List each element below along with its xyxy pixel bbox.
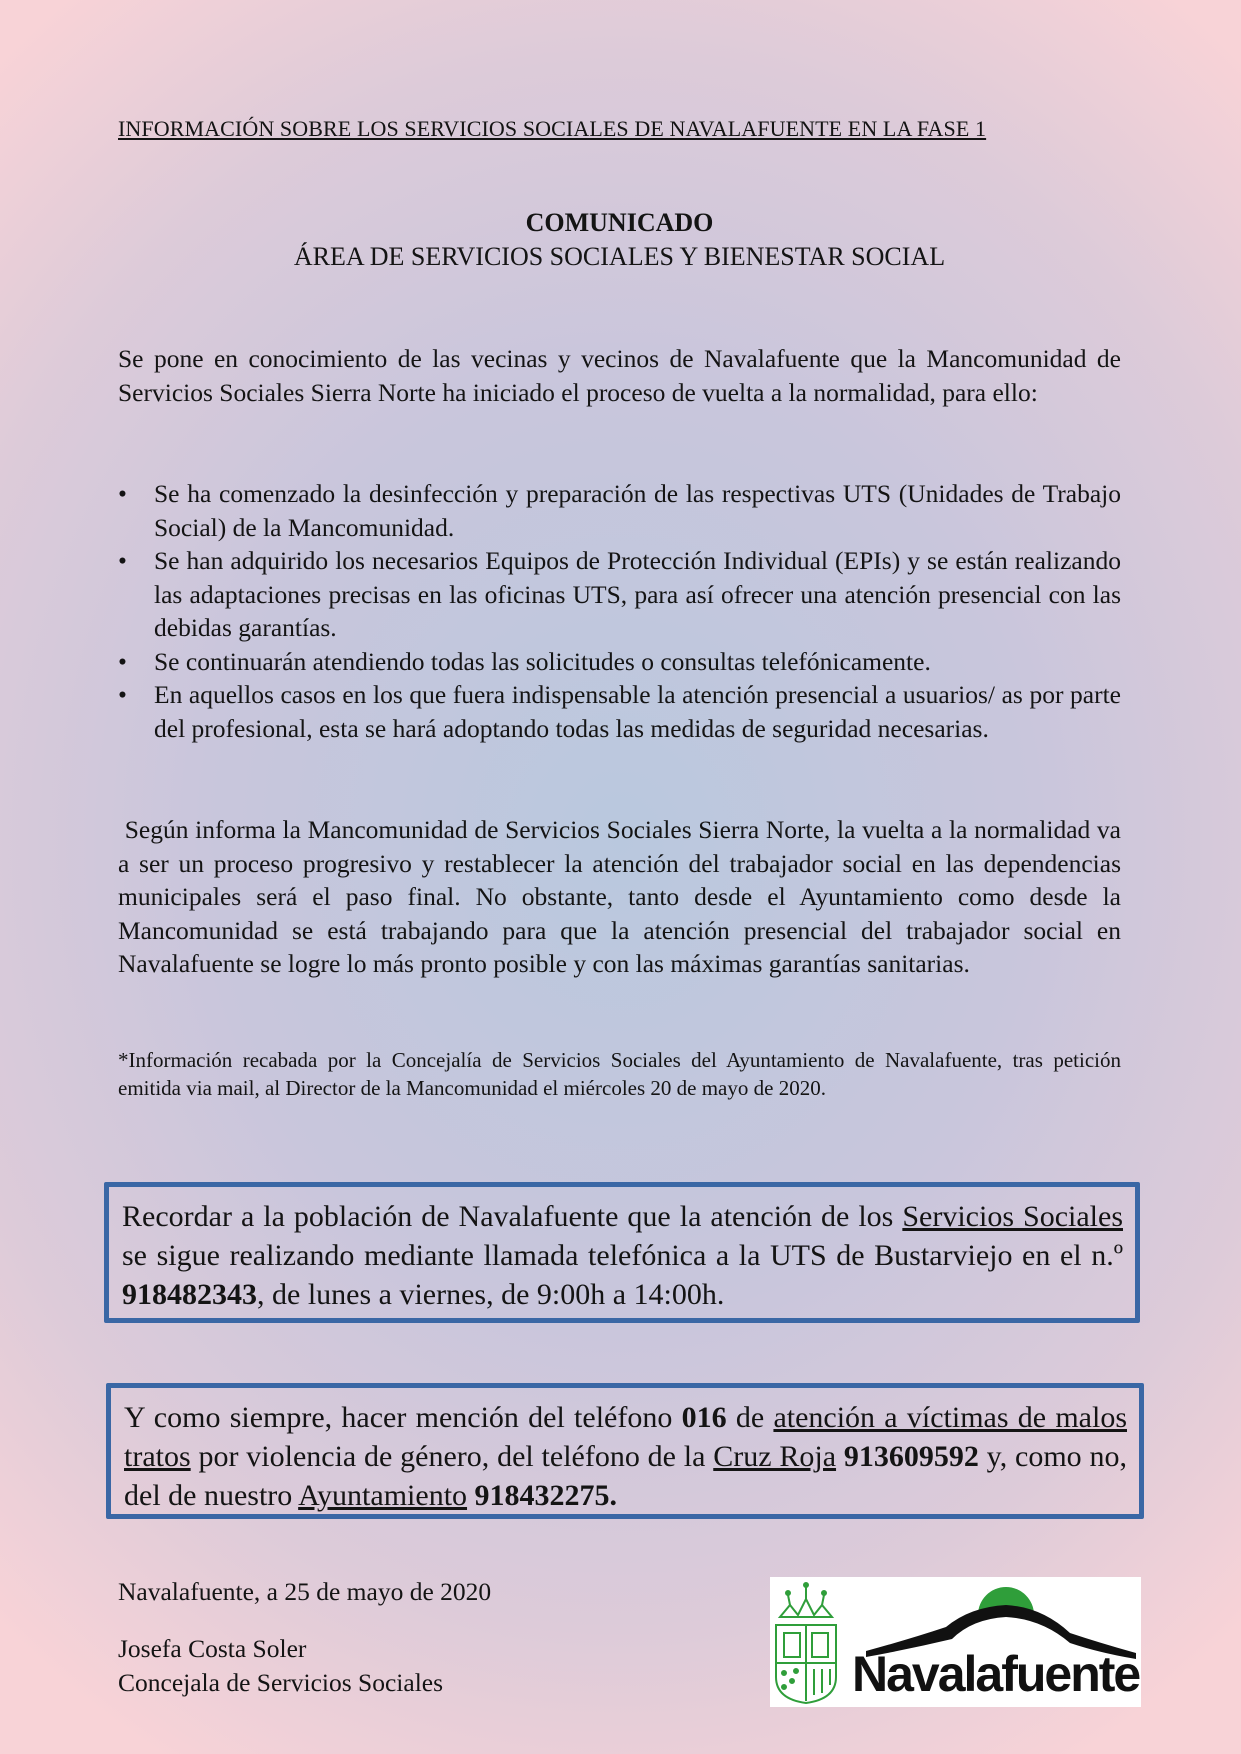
intro-paragraph: Se pone en conocimiento de las vecinas y vecinos de Navalafuente que la Mancomunidad de Servicios Sociales Sierra Norte ha iniciado el proceso de vuelta a la normalidad, para ello: xyxy=(118,344,1121,407)
uts-phone-number: 918482343 xyxy=(122,1278,257,1311)
list-item xyxy=(118,477,1121,544)
servicios-sociales-link[interactable]: Servicios Sociales xyxy=(902,1200,1123,1233)
logo-text: Navalafuente xyxy=(852,1646,1140,1702)
progress-paragraph: Según informa la Mancomunidad de Servicios Sociales Sierra Norte, la vuelta a la normalidad va a ser un proceso progresivo y restablecer la atención del trabajador social en las dependencias municipales será el paso final. No obstante, tanto desde el Ayuntamiento como desde la Mancomunidad se está trabajando para que la atención presencial del trabajador social en Navalafuente se logre lo más pronto posible y con las máximas garantías sanitarias. xyxy=(118,815,1128,978)
victims-attention-link[interactable]: atención a víctimas de malos tratos xyxy=(124,1401,1127,1473)
title-block xyxy=(118,206,1121,274)
signature-date: Navalafuente, a 25 de mayo de 2020 xyxy=(118,1577,492,1606)
document-heading: INFORMACIÓN SOBRE LOS SERVICIOS SOCIALES DE NAVALAFUENTE EN LA FASE 1 xyxy=(118,116,987,141)
cruz-roja-phone: 913609592 xyxy=(843,1440,979,1473)
list-item xyxy=(118,645,1121,679)
box2-text-2: de xyxy=(726,1401,774,1434)
box1-text-2: se sigue realizando mediante llamada telefónica a la UTS de Bustarviejo en el n.º xyxy=(122,1239,1123,1272)
signer-name: Josefa Costa Soler xyxy=(118,1634,307,1663)
box2-text-3: por violencia de género, del teléfono de la xyxy=(190,1440,714,1473)
bullet-text: En aquellos casos en los que fuera indispensable la atención presencial a usuarios/ as por parte del profesional, esta se hará adoptando todas las medidas de seguridad necesarias. xyxy=(154,680,1121,743)
logo-graphic xyxy=(770,1577,1141,1707)
bullet-icon: • xyxy=(118,680,127,709)
title-subtitle: ÁREA DE SERVICIOS SOCIALES Y BIENESTAR SOCIAL xyxy=(293,242,946,271)
footnote: *Información recabada por la Concejalía de Servicios Sociales del Ayuntamiento de Navalafuente, tras petición emitida via mail, al Director de la Mancomunidad el miércoles 20 de mayo de 2020. xyxy=(118,1048,1121,1100)
bullet-icon: • xyxy=(118,646,127,676)
box1-text-3: , de lunes a viernes, de 9:00h a 14:00h. xyxy=(257,1278,725,1311)
cruz-roja-link[interactable]: Cruz Roja xyxy=(713,1440,837,1473)
bullet-list xyxy=(118,477,1121,745)
phone-016: 016 xyxy=(681,1401,727,1434)
bullet-icon: • xyxy=(118,546,127,575)
phone-info-box xyxy=(104,1182,1140,1323)
signature-block xyxy=(118,1632,443,1700)
coat-of-arms-icon xyxy=(776,1583,836,1703)
bullet-text: Se ha comenzado la desinfección y preparación de las respectivas UTS (Unidades de Trabajo Social) de la Mancomunidad. xyxy=(154,479,1121,542)
list-item xyxy=(118,678,1121,745)
bullet-icon: • xyxy=(118,479,127,508)
box2-text-1: Y como siempre, hacer mención del teléfono xyxy=(124,1401,682,1434)
signer-role: Concejala de Servicios Sociales xyxy=(118,1668,444,1697)
navalafuente-logo xyxy=(770,1577,1141,1707)
bullet-text: Se continuarán atendiendo todas las solicitudes o consultas telefónicamente. xyxy=(154,646,931,676)
list-item xyxy=(118,544,1121,645)
emergency-phones-box xyxy=(106,1383,1144,1519)
box2-text-4: y, como no, del de nuestro xyxy=(124,1440,1127,1512)
bullet-text: Se han adquirido los necesarios Equipos de Protección Individual (EPIs) y se están realizando las adaptaciones precisas en las oficinas UTS, para así ofrecer una atención presencial con las debidas garantías. xyxy=(154,546,1121,642)
ayuntamiento-link[interactable]: Ayuntamiento xyxy=(298,1479,468,1512)
title-main: COMUNICADO xyxy=(525,208,714,237)
box2-space-2 xyxy=(467,1479,475,1512)
box2-space-1 xyxy=(836,1440,844,1473)
ayuntamiento-phone: 918432275. xyxy=(474,1479,618,1512)
box1-text-1: Recordar a la población de Navalafuente que la atención de los xyxy=(122,1200,903,1233)
